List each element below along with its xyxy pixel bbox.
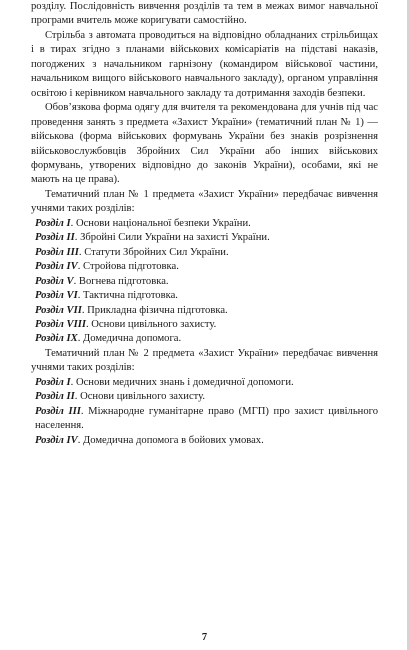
section-title: . Прикладна фізична підготовка. xyxy=(81,304,228,316)
page-body xyxy=(31,0,378,448)
continuation-paragraph: розділу. Послідовність вивчення розділів та тем в межах вимог навчальної програми вчитель може коригувати самостійно. xyxy=(31,1,378,27)
section-label: Розділ II xyxy=(35,232,75,244)
section-label: Розділ IV xyxy=(35,261,78,273)
section-title: . Основи цивільного захисту. xyxy=(74,391,206,403)
plan2-section xyxy=(31,390,378,404)
plan1-section xyxy=(31,275,378,289)
section-label: Розділ II xyxy=(35,391,75,403)
plan1-section xyxy=(31,332,378,346)
plan1-section-list xyxy=(31,217,378,347)
section-title: . Домедична допомога. xyxy=(77,333,182,345)
shooting-paragraph: Стрільба з автомата проводиться на відповідно обладнаних стрільбищах і в тирах згідно з планами військових комісаріатів на підставі наказів, погоджених з начальником гарнізону (командиром військової частини, начальником вищого військового навчального закладу), органом управління освітою і керівником навчального закладу та дотримання заходів безпеки. xyxy=(31,29,378,99)
section-label: Розділ VIII xyxy=(35,318,86,330)
plan2-section xyxy=(31,405,378,434)
section-title: . Домедична допомога в бойових умовах. xyxy=(77,434,264,446)
section-title: . Основи цивільного захисту. xyxy=(85,318,217,330)
plan1-intro: Тематичний план № 1 предмета «Захист України» передбачає вивчення учнями таких розділів: xyxy=(31,188,378,215)
plan1-section xyxy=(31,246,378,260)
uniform-paragraph: Обов’язкова форма одягу для вчителя та рекомендована для учнів під час проведення занять з предмета «Захист України» (тематичний план № 1) — військова (форма військових формувань України без знаків розрізнення військовослужбовців Збройних Сил України або інших військових формувань, утворених відповідно до законів України), особами, які не мають на це права). xyxy=(31,102,378,186)
section-label: Розділ III xyxy=(35,405,81,417)
plan2-section xyxy=(31,376,378,390)
section-label: Розділ VI xyxy=(35,290,78,302)
plan1-section xyxy=(31,304,378,318)
section-label: Розділ I xyxy=(35,217,71,229)
page-number: 7 xyxy=(201,632,208,643)
section-title: . Вогнева підготовка. xyxy=(73,275,169,287)
section-title: . Стройова підготовка. xyxy=(77,261,179,273)
section-label: Розділ V xyxy=(35,275,74,287)
plan2-section-list xyxy=(31,376,378,448)
section-title: . Основи національної безпеки України. xyxy=(70,217,251,229)
plan1-section xyxy=(31,217,378,231)
section-title: . Тактична підготовка. xyxy=(77,290,178,302)
section-label: Розділ IV xyxy=(35,434,78,446)
section-title: . Збройні Сили України на захисті України. xyxy=(74,232,270,244)
section-label: Розділ I xyxy=(35,376,71,388)
plan2-section xyxy=(31,434,378,448)
plan1-section xyxy=(31,289,378,303)
section-label: Розділ III xyxy=(35,246,79,258)
plan1-section xyxy=(31,318,378,332)
plan2-intro: Тематичний план № 2 предмета «Захист України» передбачає вивчення учнями таких розділів: xyxy=(31,347,378,374)
section-label: Розділ VII xyxy=(35,304,82,316)
section-title: . Основи медичних знань і домедичної допомоги. xyxy=(70,376,294,388)
section-title: . Міжнародне гуманітарне право (МГП) про захист цивільного населення. xyxy=(35,405,379,432)
section-title: . Статути Збройних Сил України. xyxy=(78,246,229,258)
plan1-section xyxy=(31,260,378,274)
plan1-section xyxy=(31,231,378,245)
section-label: Розділ IX xyxy=(35,333,78,345)
